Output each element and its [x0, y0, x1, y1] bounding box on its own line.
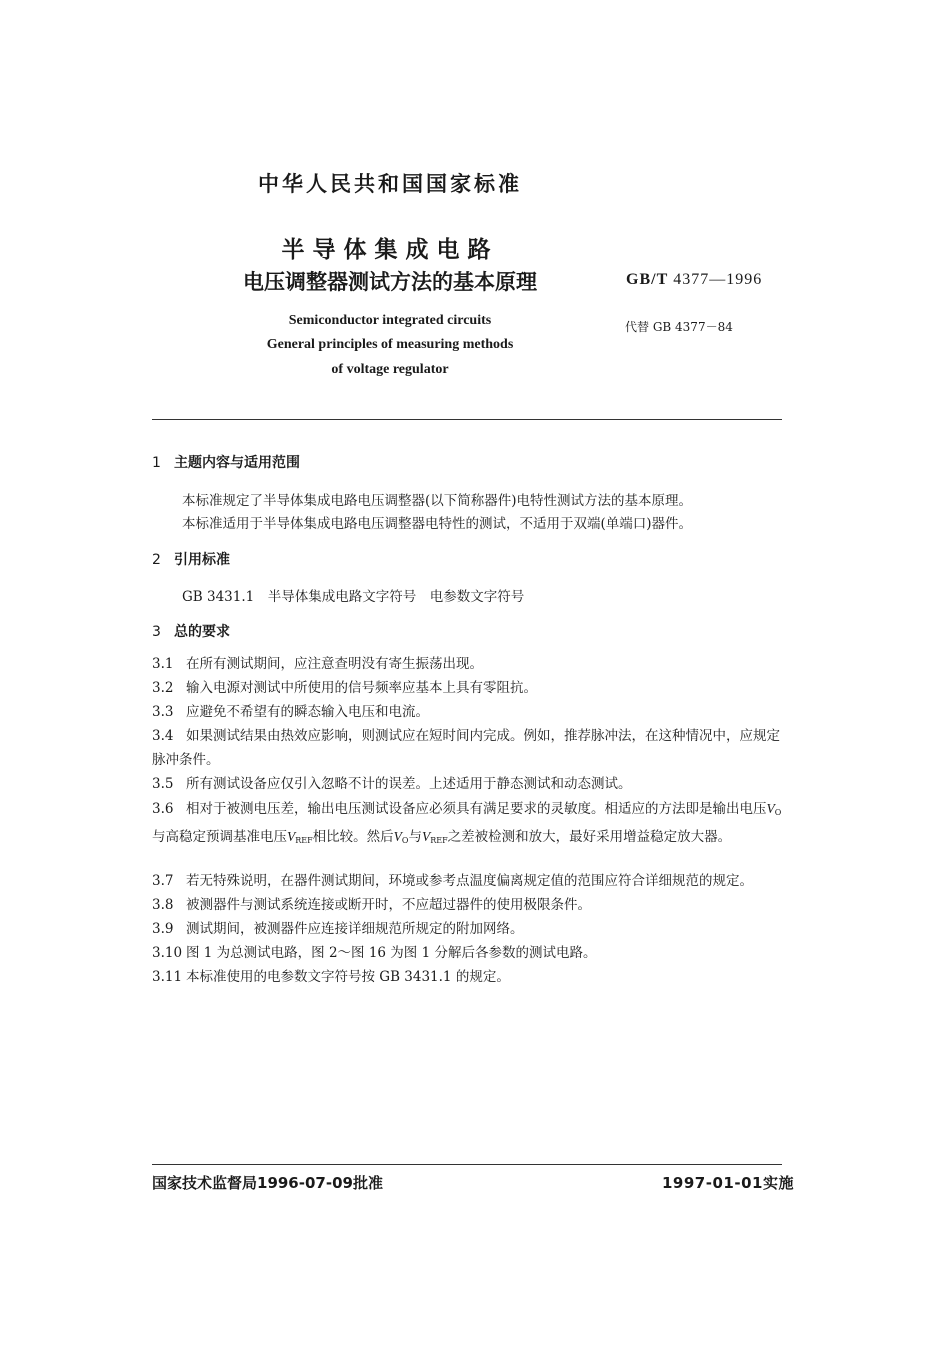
- code-number: 4377—1996: [673, 271, 763, 288]
- section-1-heading: [152, 452, 300, 472]
- title-line-2: 电压调整器测试方法的基本原理: [243, 270, 537, 294]
- section-title: 引用标准: [174, 552, 230, 568]
- replaces-note: 代替 GB 4377－84: [625, 320, 733, 334]
- section-1-paragraph-2: 本标准适用于半导体集成电路电压调整器电特性的测试，不适用于双端(单端口)器件。: [182, 516, 693, 532]
- clause-3-1: 3.1 在所有测试期间，应注意查明没有寄生振荡出现。: [152, 656, 483, 672]
- section-2-heading: [152, 549, 230, 569]
- section-title: 主题内容与适用范围: [174, 455, 300, 471]
- section-1-paragraph-1: 本标准规定了半导体集成电路电压调整器(以下简称器件)电特性测试方法的基本原理。: [182, 493, 693, 509]
- english-title-line-3: of voltage regulator: [331, 362, 449, 377]
- clause-3-9: 3.9 测试期间，被测器件应连接详细规范所规定的附加网络。: [152, 921, 524, 937]
- title-line-1: 半导体集成电路: [281, 237, 499, 263]
- clause-3-4: 3.4 如果测试结果由热效应影响，则测试应在短时间内完成。例如，推荐脉冲法，在这种情况中，应规定脉冲条件。: [152, 728, 780, 768]
- section-title: 总的要求: [174, 624, 230, 640]
- clause-3-10: 3.10 图 1 为总测试电路，图 2～图 16 为图 1 分解后各参数的测试电路。: [152, 945, 597, 961]
- clause-3-7: 3.7 若无特殊说明，在器件测试期间，环境或参考点温度偏离规定值的范围应符合详细规范的规定。: [152, 873, 753, 889]
- standard-code: [626, 271, 762, 289]
- footer-divider: [152, 1164, 782, 1165]
- clause-3-11: 3.11 本标准使用的电参数文字符号按 GB 3431.1 的规定。: [152, 969, 510, 985]
- english-title-line-1: Semiconductor integrated circuits: [288, 313, 492, 328]
- clause-3-8: 3.8 被测器件与测试系统连接或断开时，不应超过器件的使用极限条件。: [152, 897, 591, 913]
- section-number: 2: [152, 552, 161, 568]
- national-standard-heading: 中华人民共和国国家标准: [258, 172, 522, 196]
- header-divider: [152, 419, 782, 420]
- clause-3-5: 3.5 所有测试设备应仅引入忽略不计的误差。上述适用于静态测试和动态测试。: [152, 776, 632, 792]
- section-3-heading: [152, 621, 230, 641]
- clause-3-3: 3.3 应避免不希望有的瞬态输入电压和电流。: [152, 704, 429, 720]
- clause-3-6: 3.6 相对于被测电压差，输出电压测试设备应必须具有满足要求的灵敏度。相适应的方法即是输出电压$V_O$与高稳定预调基准电压$V_{REF}$相比较。然后$V_O$与$V_{REF}$之差被检测和放大，最好采用增益稳定放大器。: [152, 801, 782, 845]
- section-2-paragraph-1: GB 3431.1 半导体集成电路文字符号 电参数文字符号: [182, 589, 525, 605]
- approval-date: 国家技术监督局1996-07-09批准: [152, 1174, 383, 1192]
- english-title-line-2: General principles of measuring methods: [266, 337, 514, 352]
- code-prefix: GB/T: [626, 271, 669, 288]
- clause-3-2: 3.2 输入电源对测试中所使用的信号频率应基本上具有零阻抗。: [152, 680, 537, 696]
- implementation-date: 1997-01-01实施: [662, 1174, 794, 1192]
- section-number: 3: [152, 624, 161, 640]
- section-number: 1: [152, 455, 161, 471]
